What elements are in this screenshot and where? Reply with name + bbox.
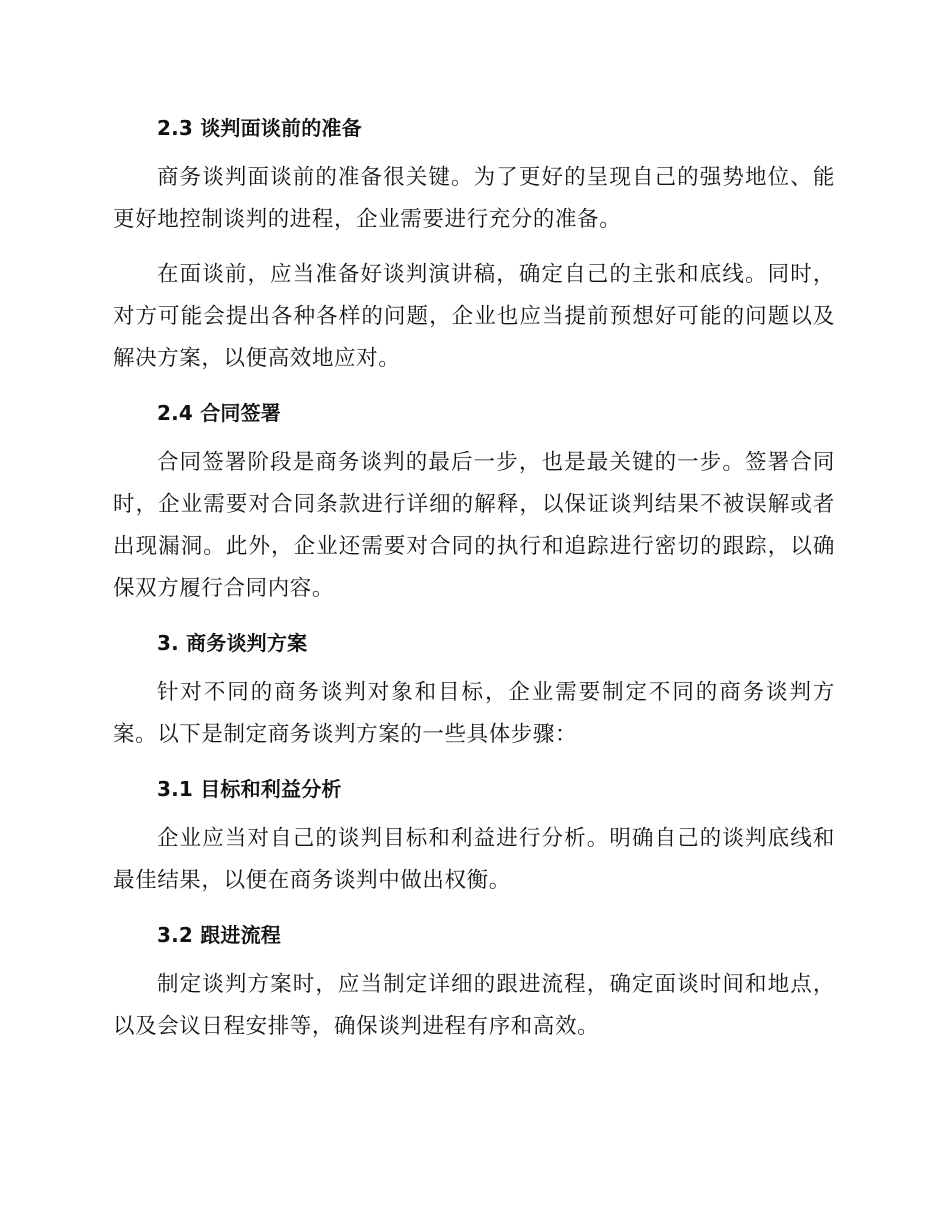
paragraph-2-4-1: 合同签署阶段是商务谈判的最后一步，也是最关键的一步。签署合同时，企业需要对合同条款进行详细的解释，以保证谈判结果不被误解或者出现漏洞。此外，企业还需要对合同的执行和追踪进行密切的跟踪，以确保双方履行合同内容。 xyxy=(113,450,835,601)
paragraph-2-3-2: 在面谈前，应当准备好谈判演讲稿，确定自己的主张和底线。同时，对方可能会提出各种各样的问题，企业也应当提前预想好可能的问题以及解决方案，以便高效地应对。 xyxy=(113,262,835,371)
section-heading-3: 3. 商务谈判方案 xyxy=(157,631,308,655)
paragraph-3-1-1: 企业应当对自己的谈判目标和利益进行分析。明确自己的谈判底线和最佳结果，以便在商务谈判中做出权衡。 xyxy=(113,826,835,893)
section-heading-3-2: 3.2 跟进流程 xyxy=(157,923,281,947)
section-heading-2-4: 2.4 合同签署 xyxy=(157,401,281,425)
section-heading-3-1: 3.1 目标和利益分析 xyxy=(157,777,342,801)
paragraph-3-2-1: 制定谈判方案时，应当制定详细的跟进流程，确定面谈时间和地点，以及会议日程安排等，确保谈判进程有序和高效。 xyxy=(113,972,835,1039)
paragraph-3-1: 针对不同的商务谈判对象和目标，企业需要制定不同的商务谈判方案。以下是制定商务谈判方案的一些具体步骤： xyxy=(113,680,835,747)
document-page xyxy=(113,110,835,1048)
paragraph-2-3-1: 商务谈判面谈前的准备很关键。为了更好的呈现自己的强势地位、能更好地控制谈判的进程，企业需要进行充分的准备。 xyxy=(113,165,835,232)
section-heading-2-3: 2.3 谈判面谈前的准备 xyxy=(157,116,362,140)
